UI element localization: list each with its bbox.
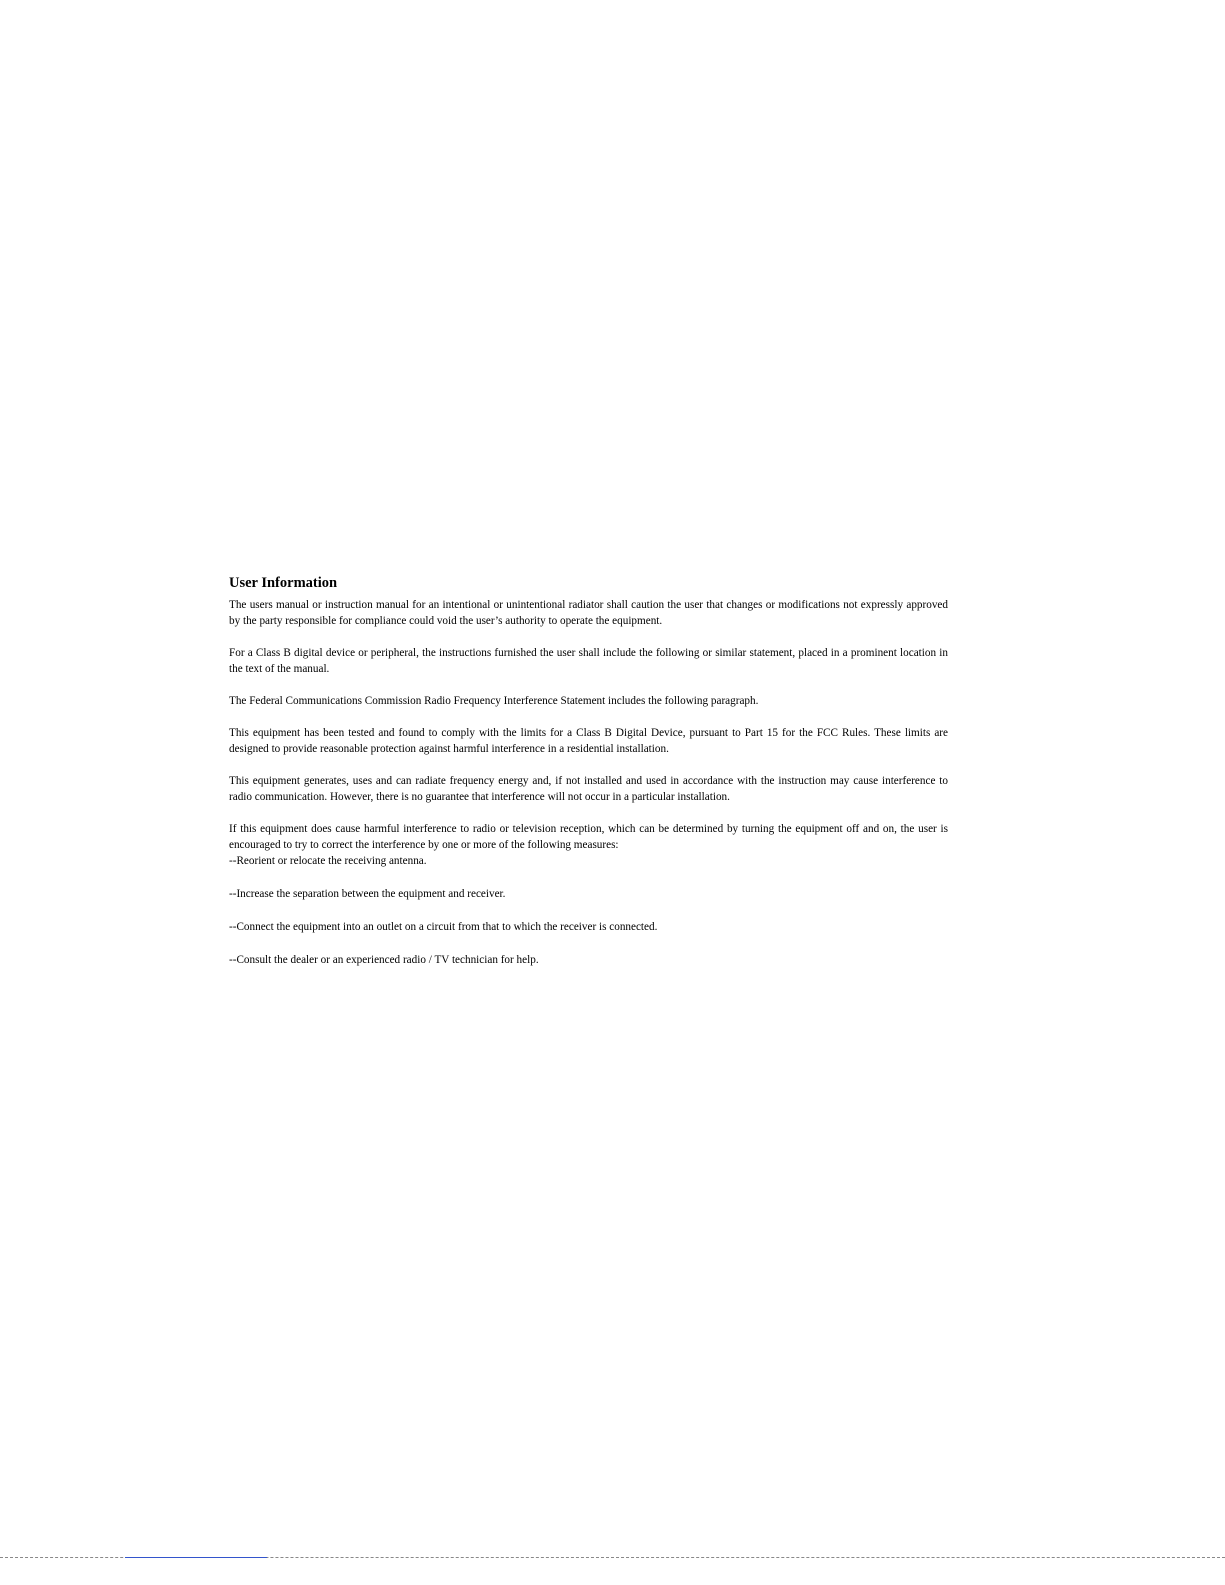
measure-item-separation: --Increase the separation between the equipment and receiver. <box>229 888 506 900</box>
footer-link-underline <box>125 1557 267 1558</box>
paragraph-interference-warning: This equipment generates, uses and can radiate frequency energy and, if not installed and used in accordance with the instruction may cause interference to radio communication. However, there is no guarantee that interference will not occur in a particular installation. <box>229 775 948 803</box>
section-heading: User Information <box>229 575 338 591</box>
measure-item-consult: --Consult the dealer or an experienced radio / TV technician for help. <box>229 954 539 966</box>
paragraph-caution: The users manual or instruction manual for an intentional or unintentional radiator shall caution the user that changes or modifications not expressly approved by the party responsible for compliance could void the user’s authority to operate the equipment. <box>229 599 948 627</box>
paragraph-fcc-statement-intro: The Federal Communications Commission Radio Frequency Interference Statement includes the following paragraph. <box>229 695 759 707</box>
paragraph-corrective-measures: If this equipment does cause harmful interference to radio or television reception, which can be determined by turning the equipment off and on, the user is encouraged to try to correct the interference by one or more of the following measures: <box>229 823 948 851</box>
paragraph-class-b-instructions: For a Class B digital device or peripheral, the instructions furnished the user shall include the following or similar statement, placed in a prominent location in the text of the manual. <box>229 647 948 675</box>
measure-item-reorient: --Reorient or relocate the receiving antenna. <box>229 855 427 867</box>
measure-item-outlet: --Connect the equipment into an outlet on a circuit from that to which the receiver is connected. <box>229 921 658 933</box>
paragraph-compliance: This equipment has been tested and found to comply with the limits for a Class B Digital Device, pursuant to Part 15 for the FCC Rules. These limits are designed to provide reasonable protection against harmful interference in a residential installation. <box>229 727 948 755</box>
document-body <box>229 574 948 968</box>
